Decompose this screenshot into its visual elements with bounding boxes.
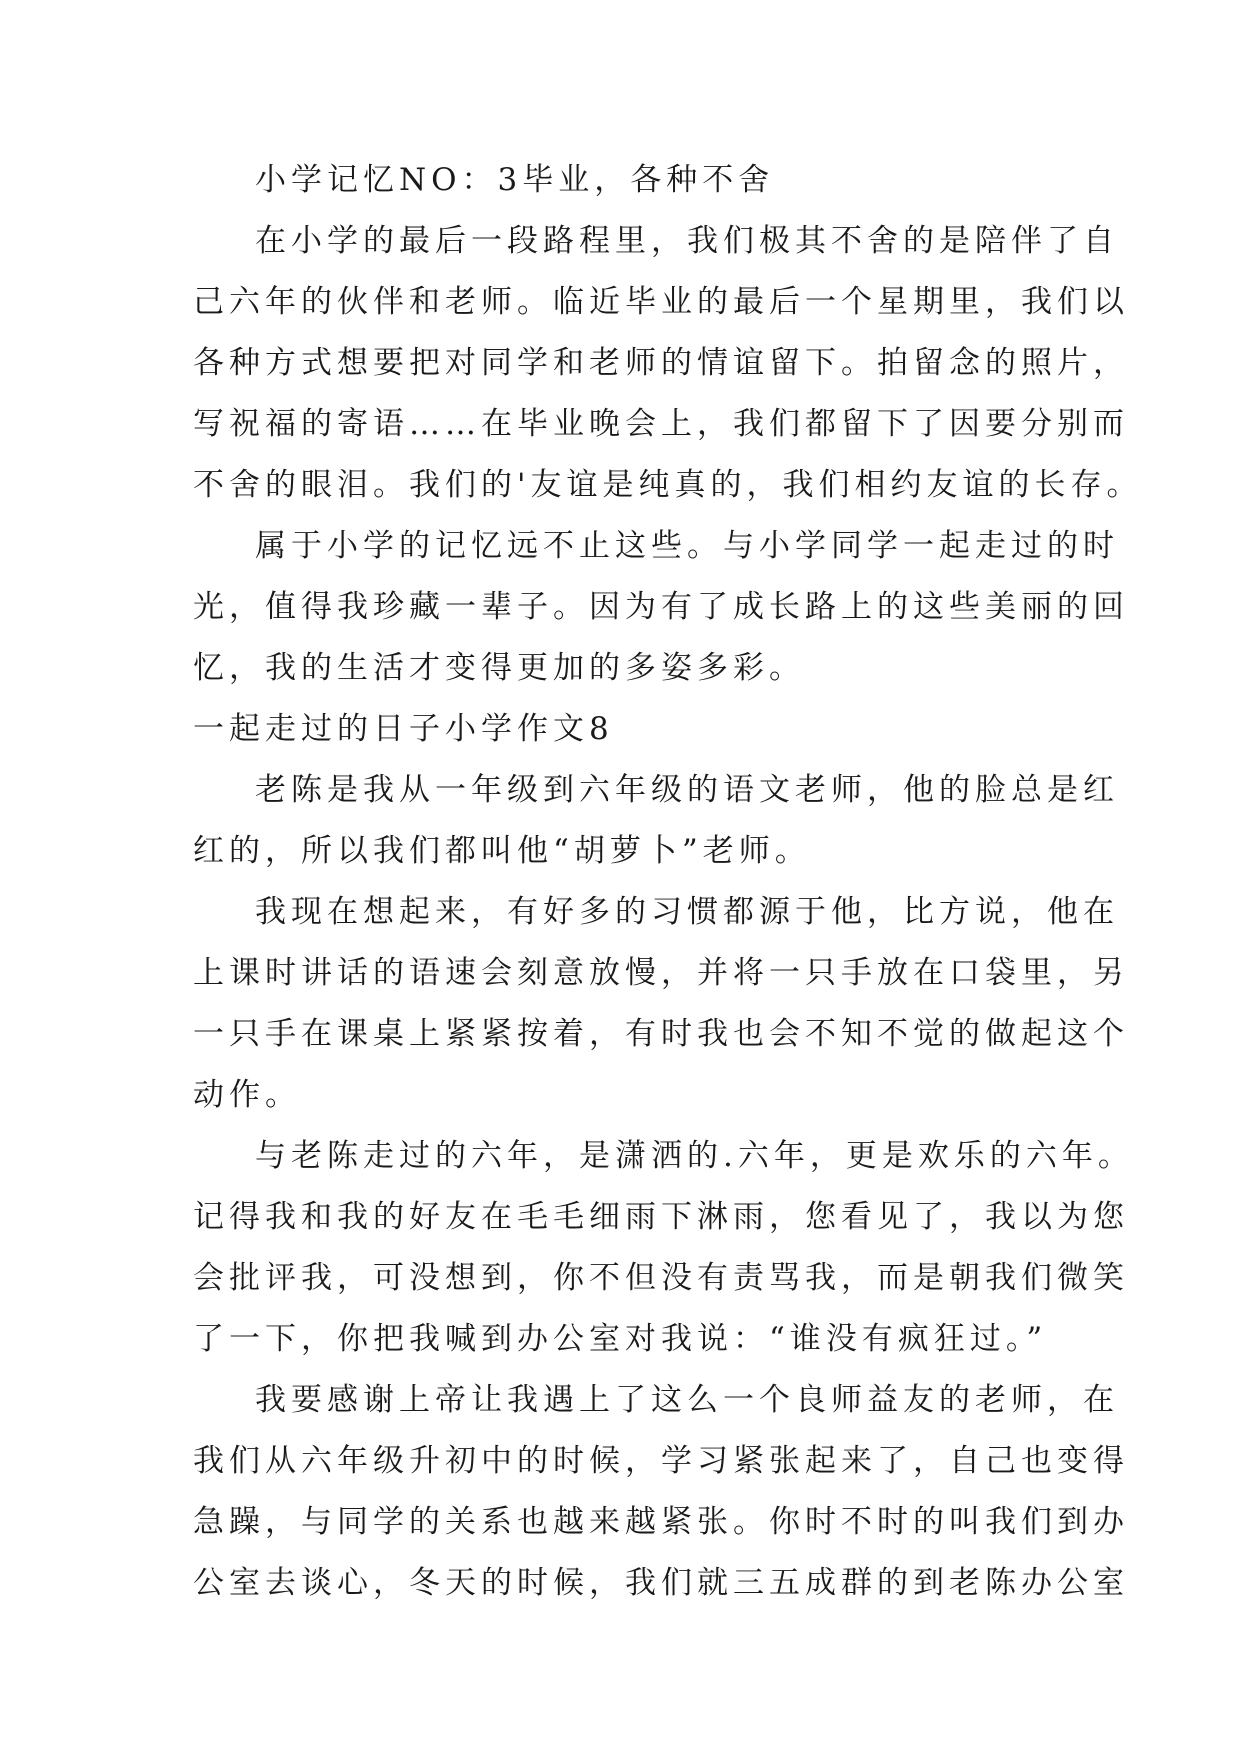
section-heading-memory-3: 小学记忆NO：3毕业，各种不舍 xyxy=(255,162,775,198)
paragraph-line: 会批评我，可没想到，你不但没有责骂我，而是朝我们微笑 xyxy=(193,1260,1129,1296)
paragraph-line: 各种方式想要把对同学和老师的情谊留下。拍留念的照片， xyxy=(193,345,1129,381)
paragraph-line: 在小学的最后一段路程里，我们极其不舍的是陪伴了自 xyxy=(255,223,1119,259)
paragraph-line: 急躁，与同学的关系也越来越紧张。你时不时的叫我们到办 xyxy=(193,1504,1129,1540)
paragraph-line: 了一下，你把我喊到办公室对我说：“谁没有疯狂过。” xyxy=(193,1321,1048,1357)
article-title-8: 一起走过的日子小学作文8 xyxy=(193,711,614,747)
paragraph-line: 己六年的伙伴和老师。临近毕业的最后一个星期里，我们以 xyxy=(193,284,1129,320)
paragraph-line: 记得我和我的好友在毛毛细雨下淋雨，您看见了，我以为您 xyxy=(193,1199,1129,1235)
paragraph-line: 与老陈走过的六年，是潇洒的.六年，更是欢乐的六年。 xyxy=(255,1138,1134,1174)
paragraph-line: 写祝福的寄语……在毕业晚会上，我们都留下了因要分别而 xyxy=(193,406,1129,442)
paragraph-line: 不舍的眼泪。我们的'友谊是纯真的，我们相约友谊的长存。 xyxy=(193,467,1143,503)
paragraph-line: 动作。 xyxy=(193,1077,301,1113)
paragraph-line: 我要感谢上帝让我遇上了这么一个良师益友的老师，在 xyxy=(255,1382,1119,1418)
paragraph-line: 一只手在课桌上紧紧按着，有时我也会不知不觉的做起这个 xyxy=(193,1016,1129,1052)
paragraph-line: 老陈是我从一年级到六年级的语文老师，他的脸总是红 xyxy=(255,772,1119,808)
paragraph-line: 属于小学的记忆远不止这些。与小学同学一起走过的时 xyxy=(255,528,1119,564)
paragraph-line: 上课时讲话的语速会刻意放慢，并将一只手放在口袋里，另 xyxy=(193,955,1129,991)
article-body xyxy=(193,150,1143,1614)
paragraph-line: 光，值得我珍藏一辈子。因为有了成长路上的这些美丽的回 xyxy=(193,589,1129,625)
paragraph-line: 忆，我的生活才变得更加的多姿多彩。 xyxy=(193,650,805,686)
paragraph-line: 我们从六年级升初中的时候，学习紧张起来了，自己也变得 xyxy=(193,1443,1129,1479)
paragraph-line: 公室去谈心，冬天的时候，我们就三五成群的到老陈办公室 xyxy=(193,1565,1129,1601)
paragraph-line: 我现在想起来，有好多的习惯都源于他，比方说，他在 xyxy=(255,894,1119,930)
paragraph-line: 红的，所以我们都叫他“胡萝卜”老师。 xyxy=(193,833,811,869)
